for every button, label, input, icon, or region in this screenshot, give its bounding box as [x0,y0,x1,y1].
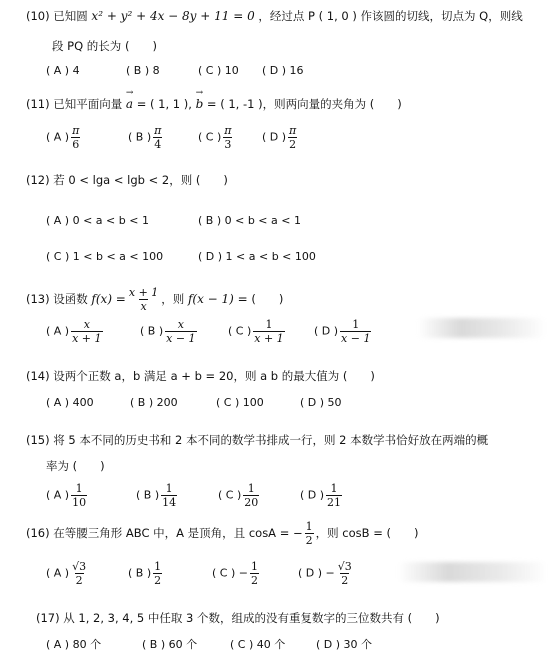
q16-stem: (16) 在等腰三角形 ABC 中，A 是顶角，且 cosA = − $\frac{1}{2}$ ，则 cosB = ( ) [26,520,419,547]
q15-option-a: ( A ) $\frac{1}{10}$ [46,482,87,509]
q14-option-b: ( B ) 200 [130,396,178,409]
q16-option-a: ( A ) $\frac{√3}{2}$ [46,560,87,587]
q12-option-d: ( D ) 1 < a < b < 100 [198,250,316,263]
q11-stem [26,96,402,112]
q10-equation: x² + y² + 4x − 8y + 11 = 0 [91,9,255,23]
q16-option-c: ( C ) − $\frac{1}{2}$ [212,560,258,587]
q10-prefix: (10) 已知圆 [26,9,88,23]
q13-option-d: ( D ) $\frac{1}{x - 1}$ [314,318,371,345]
q11-option-b: ( B ) $\frac{\pi}{4}$ [128,124,162,151]
q12-option-b: ( B ) 0 < b < a < 1 [198,214,301,227]
q11-option-d: ( D ) $\frac{\pi}{2}$ [262,124,297,151]
q11-vector-b: → b [196,97,204,111]
q17-option-c: ( C ) 40 个 [230,638,286,651]
q14-option-a: ( A ) 400 [46,396,94,409]
q10-line1 [26,8,523,24]
q13-stem: (13) 设函数 f(x) = $\frac{x + 1}{x}$ ，则 f(x − 1) = ( ) [26,286,284,313]
q11-vector-a-value: = ( 1, 1 ), [136,97,192,111]
q17-option-d: ( D ) 30 个 [316,638,373,651]
q10-option-b: ( B ) 8 [126,64,160,77]
q17-stem: (17) 从 1, 2, 3, 4, 5 中任取 3 个数，组成的没有重复数字的三位数共有 ( ) [36,611,440,625]
q15-option-b: ( B ) $\frac{1}{14}$ [136,482,177,509]
q15-line2: 率为 ( ) [46,459,105,473]
q14-option-c: ( C ) 100 [216,396,264,409]
q12-stem: (12) 若 0 < lga < lgb < 2，则 ( ) [26,173,228,187]
q15-option-d: ( D ) $\frac{1}{21}$ [300,482,342,509]
q13-option-a: ( A ) $\frac{x}{x + 1}$ [46,318,102,345]
blurred-watermark [418,318,546,338]
q17-option-b: ( B ) 60 个 [142,638,198,651]
q11-vector-a: → a [126,97,133,111]
q12-option-c: ( C ) 1 < b < a < 100 [46,250,164,263]
q14-option-d: ( D ) 50 [300,396,342,409]
q10-option-a: ( A ) 4 [46,64,80,77]
q13-option-b: ( B ) $\frac{x}{x - 1}$ [140,318,196,345]
q10-line2: 段 PQ 的长为 ( ) [52,39,157,53]
q13-option-c: ( C ) $\frac{1}{x + 1}$ [228,318,284,345]
q11-text-a: (11) 已知平面向量 [26,97,123,111]
q10-option-c: ( C ) 10 [198,64,239,77]
q15-line1: (15) 将 5 本不同的历史书和 2 本不同的数学书排成一行，则 2 本数学书恰好放在两端的概 [26,433,489,447]
q10-option-d: ( D ) 16 [262,64,304,77]
q11-option-c: ( C ) $\frac{\pi}{3}$ [198,124,232,151]
q10-suffix: ，经过点 P ( 1, 0 ) 作该圆的切线，切点为 Q，则线 [258,9,523,23]
q17-option-a: ( A ) 80 个 [46,638,102,651]
blurred-watermark-2 [398,562,548,582]
q16-option-d: ( D ) − $\frac{√3}{2}$ [298,560,352,587]
q16-option-b: ( B ) $\frac{1}{2}$ [128,560,162,587]
q11-option-a: ( A ) $\frac{\pi}{6}$ [46,124,80,151]
q11-vector-b-value: = ( 1, -1 )，则两向量的夹角为 ( ) [206,97,402,111]
q12-option-a: ( A ) 0 < a < b < 1 [46,214,149,227]
q14-stem: (14) 设两个正数 a，b 满足 a + b = 20，则 a b 的最大值为 ( ) [26,369,375,383]
q15-option-c: ( C ) $\frac{1}{20}$ [218,482,259,509]
